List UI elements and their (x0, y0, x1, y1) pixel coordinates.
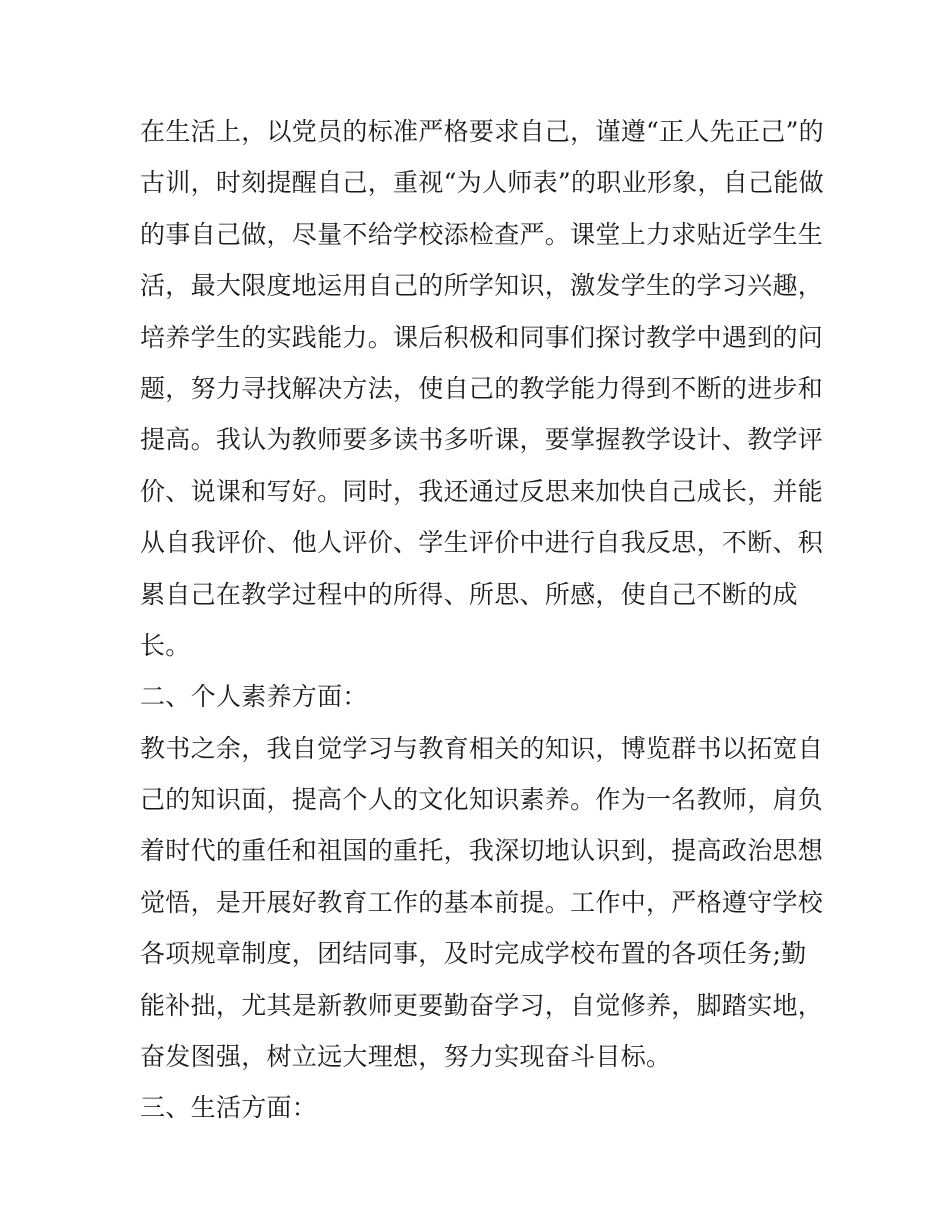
paragraph-line: 教书之余，我自觉学习与教育相关的知识，博览群书以拓宽自 (140, 733, 824, 763)
paragraph-line: 提高。我认为教师要多读书多听课，要掌握教学设计、教学评 (140, 425, 824, 455)
paragraph-line: 累自己在教学过程中的所得、所思、所感，使自己不断的成 (140, 579, 798, 609)
paragraph-line: 价、说课和写好。同时，我还通过反思来加快自己成长，并能 (140, 476, 824, 506)
paragraph-line: 能补拙，尤其是新教师更要勤奋学习，自觉修养，脚踏实地， (140, 990, 824, 1020)
paragraph-line: 古训，时刻提醒自己，重视“为人师表”的职业形象，自己能做 (140, 168, 824, 198)
section-heading-personal-quality: 二、个人素养方面： (140, 682, 368, 712)
paragraph-line: 长。 (140, 630, 191, 660)
document-body (140, 106, 824, 1134)
paragraph-line: 活，最大限度地运用自己的所学知识，激发学生的学习兴趣， (140, 271, 824, 301)
paragraph-line: 着时代的重任和祖国的重托，我深切地认识到，提高政治思想 (140, 836, 824, 866)
paragraph-line: 从自我评价、他人评价、学生评价中进行自我反思，不断、积 (140, 528, 824, 558)
paragraph-line: 培养学生的实践能力。课后积极和同事们探讨教学中遇到的问 (140, 322, 824, 352)
paragraph-line: 的事自己做，尽量不给学校添检查严。课堂上力求贴近学生生 (140, 219, 824, 249)
paragraph-line: 题，努力寻找解决方法，使自己的教学能力得到不断的进步和 (140, 373, 824, 403)
paragraph-line: 在生活上，以党员的标准严格要求自己，谨遵“正人先正己”的 (140, 117, 824, 146)
paragraph-line: 各项规章制度，团结同事，及时完成学校布置的各项任务;勤 (140, 939, 807, 969)
paragraph-line: 奋发图强，树立远大理想，努力实现奋斗目标。 (140, 1042, 672, 1072)
paragraph-line: 己的知识面，提高个人的文化知识素养。作为一名教师，肩负 (140, 785, 824, 815)
section-heading-life: 三、生活方面： (140, 1093, 318, 1123)
paragraph-line: 觉悟，是开展好教育工作的基本前提。工作中，严格遵守学校 (140, 887, 824, 917)
